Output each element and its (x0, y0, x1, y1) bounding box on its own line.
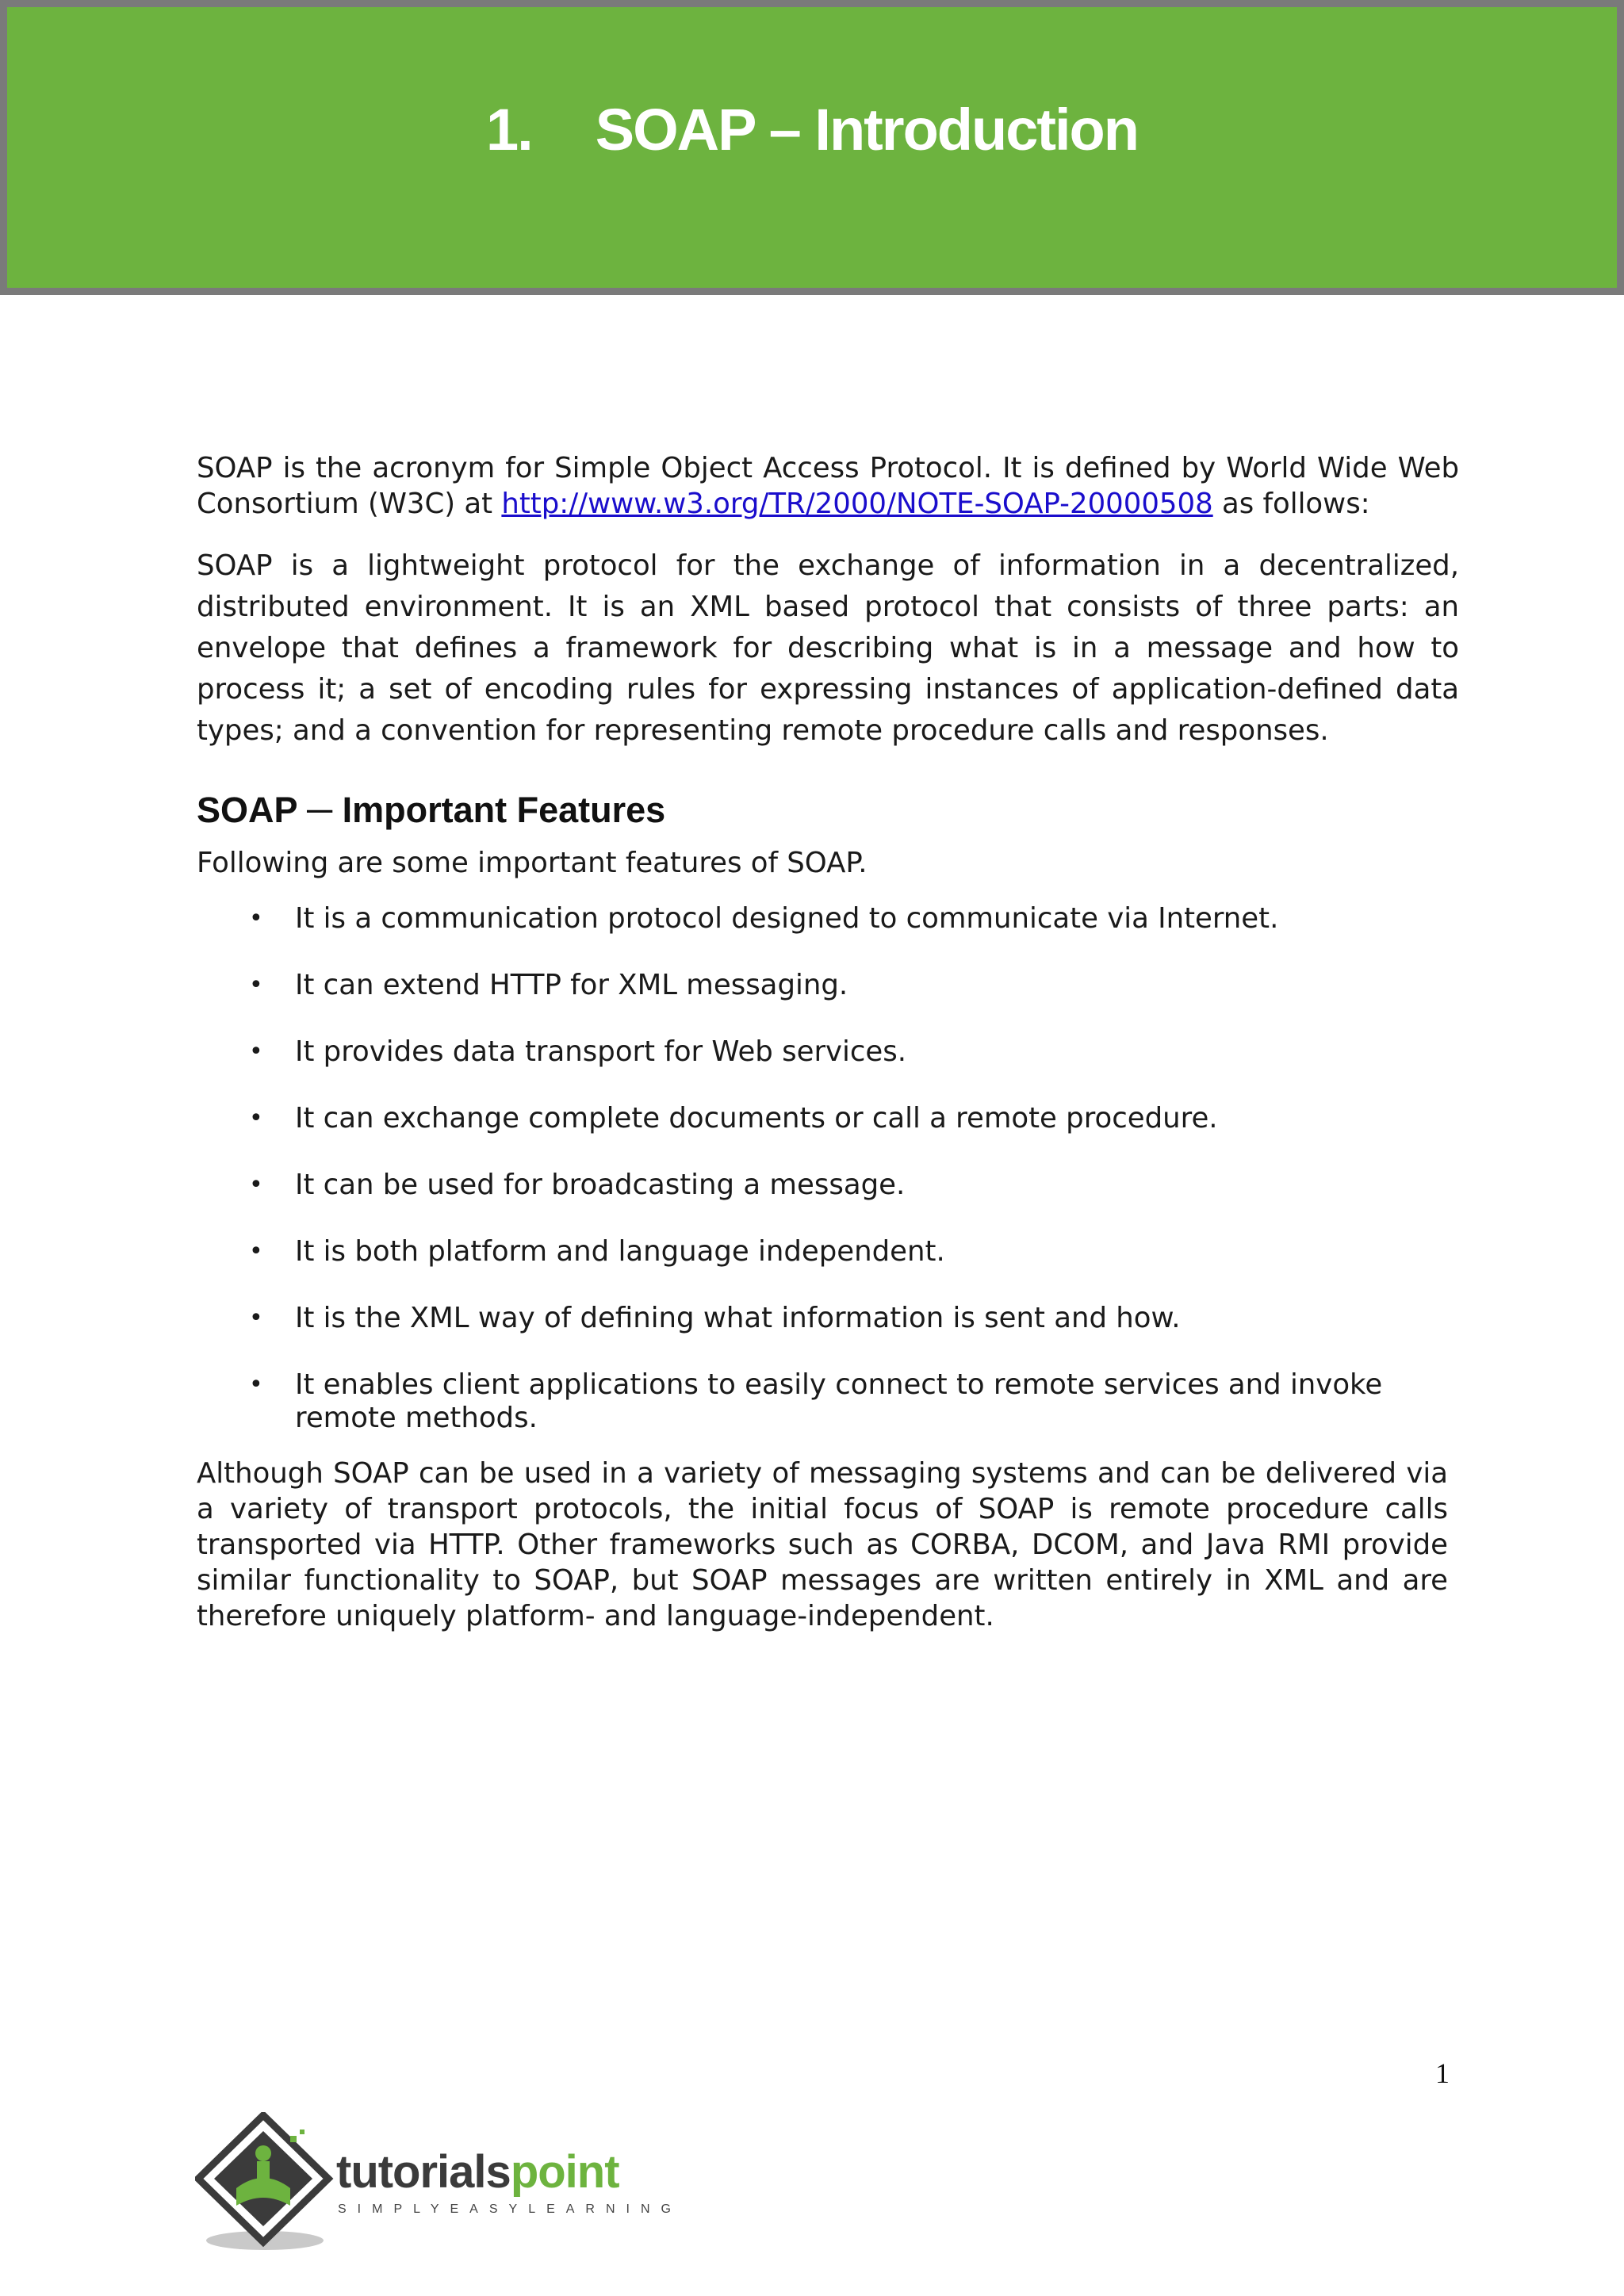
logo-word-tutorials: tutorials (336, 2146, 511, 2198)
list-item (197, 1169, 1448, 1235)
logo-tagline: SIMPLYEASYLEARNING (338, 2202, 682, 2216)
bullet-icon: • (249, 1038, 263, 1066)
list-item (197, 1102, 1448, 1169)
logo-word-point: point (510, 2146, 619, 2198)
list-item-text: It is the XML way of defining what information is sent and how. (295, 1302, 1181, 1334)
bullet-icon: • (249, 1104, 263, 1132)
list-item-text: It is a communication protocol designed to communicate via Internet. (295, 902, 1279, 935)
list-item (197, 1302, 1448, 1368)
bullet-icon: • (249, 1171, 263, 1199)
features-lead: Following are some important features of SOAP. (197, 847, 868, 879)
features-list (197, 902, 1448, 1441)
definition-paragraph: SOAP is a lightweight protocol for the exchange of information in a decentralized, distributed environment. It is an XML based protocol that consists of three parts: an envelope that defines a framework for describing what is in a message and how to process it; a set of encoding rules for expressing instances of application-defined data types; and a convention for representing remote procedure calls and responses. (197, 549, 1459, 747)
page-number: 1 (1435, 2057, 1450, 2089)
closing-paragraph: Although SOAP can be used in a variety of messaging systems and can be delivered via a variety of transport protocols, the initial focus of SOAP is remote procedure calls transported via HTTP. Other frameworks such as CORBA, DCOM, and Java RMI provide similar functionality to SOAP, but SOAP messages are written entirely in XML and are therefore uniquely platform- and language-independent. (197, 1457, 1448, 1632)
features-heading: SOAP ─ Important Features (197, 790, 666, 830)
bullet-icon: • (249, 905, 263, 932)
list-item-text: It can exchange complete documents or call a remote procedure. (295, 1102, 1218, 1135)
intro-text-end: as follows: (1212, 488, 1370, 520)
intro-text: SOAP is the acronym for Simple Object Access Protocol. It is defined by World Wide Web Consortium (W3C) at (197, 452, 1459, 520)
chapter-title (7, 96, 1617, 163)
bullet-icon: • (249, 1304, 263, 1332)
chapter-banner (0, 0, 1624, 295)
intro-paragraph (197, 450, 1459, 522)
list-item-text: It is both platform and language independent. (295, 1235, 945, 1268)
list-item (197, 1035, 1448, 1102)
list-item (197, 1368, 1448, 1441)
list-item-text: It can be used for broadcasting a message. (295, 1169, 906, 1201)
list-item (197, 1235, 1448, 1302)
bullet-icon: • (249, 971, 263, 999)
bullet-icon: • (249, 1238, 263, 1265)
list-item-text: It can extend HTTP for XML messaging. (295, 969, 848, 1001)
chapter-title-text: SOAP – Introduction (595, 97, 1138, 163)
list-item-text: It enables client applications to easily connect to remote services and invoke remote methods. (295, 1368, 1383, 1434)
logo-wordmark (336, 2146, 619, 2198)
list-item-text: It provides data transport for Web services. (295, 1035, 907, 1068)
list-item (197, 969, 1448, 1035)
tutorialspoint-logo (195, 2112, 682, 2255)
bullet-icon: • (249, 1371, 263, 1399)
chapter-number: 1. (486, 97, 532, 163)
w3c-note-link[interactable]: http://www.w3.org/TR/2000/NOTE-SOAP-20000508 (501, 488, 1213, 520)
list-item (197, 902, 1448, 969)
logo-diamond-icon (195, 2112, 338, 2255)
